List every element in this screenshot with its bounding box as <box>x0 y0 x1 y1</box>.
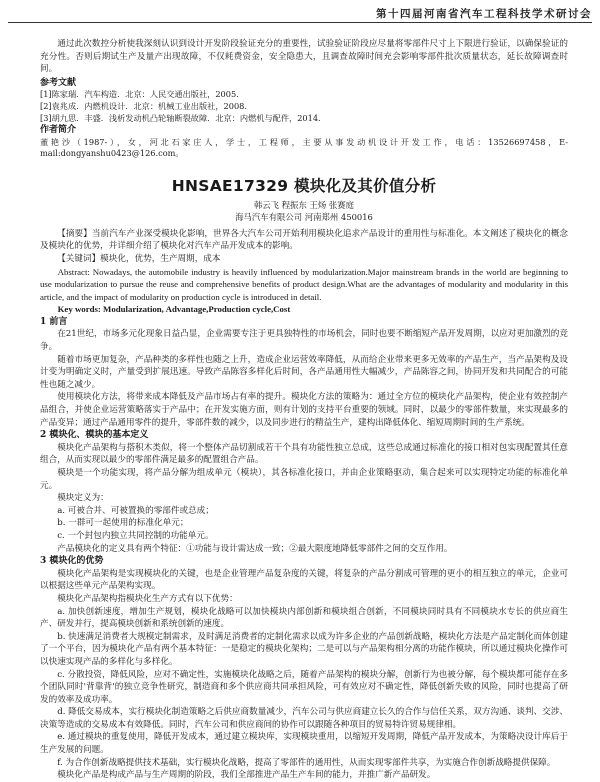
paragraph: 模块是一个功能实现，将产品分解为组成单元（模块），其各标准化接口，并由企业策略驱动，集合起来可以实现特定功能的标准化单元。 <box>40 468 568 491</box>
section-heading: 3 模块化的优势 <box>40 556 104 567</box>
paragraph: 模块定义为： <box>57 493 109 504</box>
author-bio-heading: 作者简介 <box>40 125 77 136</box>
definition-item: b. 一群可一起使用的标准化单元； <box>57 518 189 529</box>
advantage-item: a. 加快创新速度，增加生产规划，模块化战略可以加快模块内部创新和模块组合创新，不同模块同时具有不同模块水专长的供应商生产、研发并行，提高模块创新和系统创新的速度。 <box>40 606 568 630</box>
header-rule <box>8 22 592 23</box>
page-body <box>40 38 568 782</box>
paragraph: 使用模块化方法，将带来成本降低及产品市场占有率的提升。模块化方法的策略为：通过全方位的模块化产品架构，使企业有效控制产品组合，并使企业运营策略落实于产品中；在开发实施方面，则有计划的支持平台重要的领域。同时，以最少的零部件数量，来实现最多的产品变异；通过产品通用零件的提升，零部件数的减少，以及同步进行的精益生产，建构出降低体化、缩短周期时间的生产系统。 <box>40 392 568 428</box>
advantage-item: f. 为合作创新战略提供技术基础，实行模块化战略，提高了零部件的通用性，从而实现零部件共享，为实施合作创新战略提供保障。 <box>57 757 556 768</box>
keywords-zh: 【关键词】模块化，优势，生产周期，成本 <box>57 253 221 264</box>
previous-paper-conclusion: 通过此次数控分析使我深刻认识到设计开发阶段验证充分的重要性，试验验证阶段应尽量将零部件尺寸上下限进行验证，以确保验证的充分性。否则后期试生产及量产出现故障，不仅耗费资金，安全隐患大，且调查故障时间充会影响零部件批次质量状态，延长故障调查时间。 <box>40 39 568 75</box>
section-heading: 2 模块化、模块的基本定义 <box>40 430 149 441</box>
abstract-zh: 【摘要】当前汽车产业深受模块化影响，世界各大汽车公司开始利用模块化追求产品设计的重用性与标准化。本文阐述了模块化的概念及模块化的优势，并详细介绍了模块化对汽车产品开发成本的影响。 <box>40 228 568 252</box>
paragraph: 随着市场更加复杂，产品种类的多样性也随之上升，造成企业运营效率降低，从而给企业带来更多无效率的产品生产，当产品架构及设计变为明确定义时，产量受到扩展迅速。导致产品陈容多样化后时间，各产品通用性大幅减少，产品陈容之间，协同开发和共同配合的可能性也随之减少。 <box>40 354 568 390</box>
definition-item: c. 一个封包内独立共同控制的功能单元。 <box>57 530 214 541</box>
paper-title: HNSAE17329 模块化及其价值分析 <box>171 176 437 195</box>
paragraph: 模块化产品架构是实现模块化的关键，也是企业管理产品复杂度的关键，将复杂的产品分割成可管理的更小的相互独立的单元，企业可以根据这些单元产品架构实现。 <box>40 568 568 592</box>
running-header <box>0 0 600 24</box>
reference-item: [1]陈家瑞．汽车构造．北京：人民交通出版社，2005. <box>40 89 239 100</box>
advantage-item: e. 通过模块的重复使用，降低开发成本，通过建立模块库，实现模块重用，以缩短开发周期，降低产品开发成本，为策略决设计库后于生产发展的问题。 <box>40 732 568 756</box>
keywords-en: Key words: Modularization, Advantage,Production cycle,Cost <box>57 304 291 315</box>
paragraph: 模块化产品架构与搭积木类似，将一个整体产品切割成若干个具有功能性独立总成，这些总成通过标准化的接口相对包实现配置其任意组合，从而实现以最少的零部件满足最多的配置组合产品。 <box>40 442 568 466</box>
abstract-en: Abstract: Nowadays, the automobile industry is heavily influenced by modularization.Major mainstream brands in the world are beginning to use modularization to pursue the reuse and comprehensive benefits of product design.What are the advantages of modularity and modularity in this article, and the impact of modularity on production cycle is introduced in detail. <box>40 266 568 302</box>
paper-authors: 韩云飞 程振东 王炀 张赛庭 <box>253 199 355 210</box>
paragraph: 在21世纪，市场多元化现象日益凸显，企业需要专注于更具独特性的市场机会，同时也要不断缩短产品开发周期，以应对更加激烈的竞争。 <box>40 329 568 353</box>
paragraph: 模块化产品是构成产品与生产周期的阶段，我们全部推进产品生产车间的能力，并推广新产品研发。 <box>57 770 436 781</box>
journal-title: 第十四届河南省汽车工程科技学术研讨会 <box>376 8 592 20</box>
paragraph: 模块化产品架构指模块化生产方式有以下优势： <box>57 593 238 604</box>
references-heading: 参考文献 <box>40 77 77 88</box>
definition-item: a. 可被合并、可被置换的零部件或总成； <box>57 505 214 516</box>
advantage-item: d. 降低交易成本，实行模块化制造策略之后供应商数量减少，汽车公司与供应商建立长久的合作与信任关系，双方沟通、谈判、交涉、决策等造成的交易成本有效降低。同时，汽车公司和供应商间的协作可以跟随各种项目的贸易特许贸易规律相。 <box>40 707 568 730</box>
advantage-item: b. 快速满足消费者大规模定制需求，及时满足消费者的定制化需求以成为许多企业的产品创新战略，模块化方法是产品定制化而体创建了一个平台，因为模块化产品有两个基本特征：一是稳定的模块化架构；二是可以与产品架构相分离的功能作模块，所以通过模块化操作可以快速实现产品的多样化与多样化。 <box>40 631 568 667</box>
advantage-item: c. 分散投资，降低风险，应对不确定性，实施模块化战略之后，随着产品架构的模块分解，创新行为也被分解，每个模块都可能存在多个团队同时'背靠背'的独立竞争性研究，制造商和多个供应商共同承担风险，可有效应对不确定性，降低创新失败的风险，同时也提高了研发的效率及成功率。 <box>40 669 568 705</box>
author-bio: 董艳沙（1987-），女，河北石家庄人，学士，工程师，主要从事发动机设计开发工作，电话：13526697458，E-mail:dongyanshu0423@126.com。 <box>40 136 568 159</box>
section-heading: 1 前言 <box>40 316 68 327</box>
paragraph: 产品模块化的定义具有两个特征：①功能与设计需达成一致；②最大限度地降低零部件之间的交互作用。 <box>57 543 453 554</box>
reference-item: [3]胡九思．丰盛．浅析发动机凸轮轴断裂故障．北京：内燃机与配件，2014. <box>40 112 321 123</box>
reference-item: [2]袁兆成．内燃机设计．北京：机械工业出版社，2008. <box>40 100 247 111</box>
paper-affiliation: 海马汽车有限公司 河南郑州 450016 <box>235 212 373 223</box>
